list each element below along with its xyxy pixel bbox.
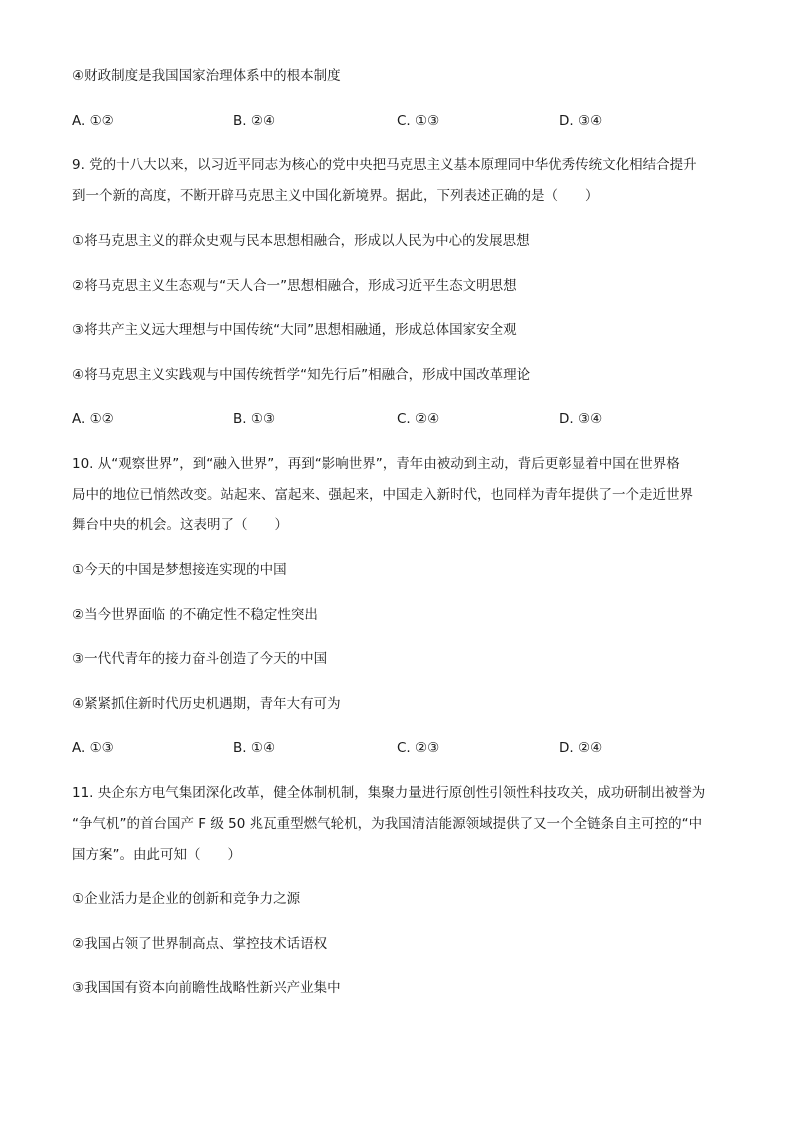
q10-statement-4: ④紧紧抓住新时代历史机遇期，青年大有可为 xyxy=(72,696,341,712)
q10-stem-line-2: 局中的地位已悄然改变。站起来、富起来、强起来，中国走入新时代，也同样为青年提供了一个走近世界 xyxy=(72,487,693,503)
q9-stem-line-2: 到一个新的高度，不断开辟马克思主义中国化新境界。据此，下列表述正确的是（ ） xyxy=(72,188,599,204)
q11-stem-line-1: 11. 央企东方电气集团深化改革，健全体制机制，集聚力量进行原创性引领性科技攻关，成功研制出被誉为 xyxy=(72,785,706,801)
q10-statement-2: ②当今世界面临 的不确定性不稳定性突出 xyxy=(72,607,318,623)
prev-option-b: B. ②④ xyxy=(233,113,276,129)
q10-options xyxy=(72,738,732,758)
q10-stem-line-1: 10. 从“观察世界”，到“融入世界”，再到“影响世界”，青年由被动到主动，背后更彰显着中国在世界格 xyxy=(72,456,680,472)
q9-statement-3: ③将共产主义远大理想与中国传统“大同”思想相融通，形成总体国家安全观 xyxy=(72,322,517,338)
q9-statement-1: ①将马克思主义的群众史观与民本思想相融合，形成以人民为中心的发展思想 xyxy=(72,233,530,249)
q9-option-a: A. ①② xyxy=(72,411,114,427)
q9-stem-line-1: 9. 党的十八大以来，以习近平同志为核心的党中央把马克思主义基本原理同中华优秀传统文化相结合提升 xyxy=(72,157,697,173)
q9-options xyxy=(72,409,732,429)
q11-statement-2: ②我国占领了世界制高点、掌控技术话语权 xyxy=(72,936,328,952)
prev-option-a: A. ①② xyxy=(72,113,114,129)
q10-option-a: A. ①③ xyxy=(72,740,114,756)
q9-option-d: D. ③④ xyxy=(559,411,603,427)
q10-statement-3: ③一代代青年的接力奋斗创造了今天的中国 xyxy=(72,651,328,667)
prev-option-c: C. ①③ xyxy=(397,113,440,129)
q9-option-c: C. ②④ xyxy=(397,411,440,427)
q10-statement-1: ①今天的中国是梦想接连实现的中国 xyxy=(72,562,287,578)
q11-stem-line-3: 国方案”。由此可知（ ） xyxy=(72,847,241,863)
prev-option-d: D. ③④ xyxy=(559,113,603,129)
q10-option-d: D. ②④ xyxy=(559,740,603,756)
q10-stem-line-3: 舞台中央的机会。这表明了（ ） xyxy=(72,517,288,533)
q9-option-b: B. ①③ xyxy=(233,411,276,427)
q10-option-c: C. ②③ xyxy=(397,740,440,756)
prev-statement-4: ④财政制度是我国国家治理体系中的根本制度 xyxy=(72,68,341,84)
q10-option-b: B. ①④ xyxy=(233,740,276,756)
q11-statement-3: ③我国国有资本向前瞻性战略性新兴产业集中 xyxy=(72,980,341,996)
q9-statement-4: ④将马克思主义实践观与中国传统哲学“知先行后”相融合，形成中国改革理论 xyxy=(72,367,531,383)
q11-stem-line-2: “争气机”的首台国产 F 级 50 兆瓦重型燃气轮机，为我国清洁能源领域提供了又一个全链条自主可控的“中 xyxy=(72,816,703,832)
q11-statement-1: ①企业活力是企业的创新和竞争力之源 xyxy=(72,891,301,907)
prev-options xyxy=(72,111,732,131)
q9-statement-2: ②将马克思主义生态观与“天人合一”思想相融合，形成习近平生态文明思想 xyxy=(72,278,517,294)
